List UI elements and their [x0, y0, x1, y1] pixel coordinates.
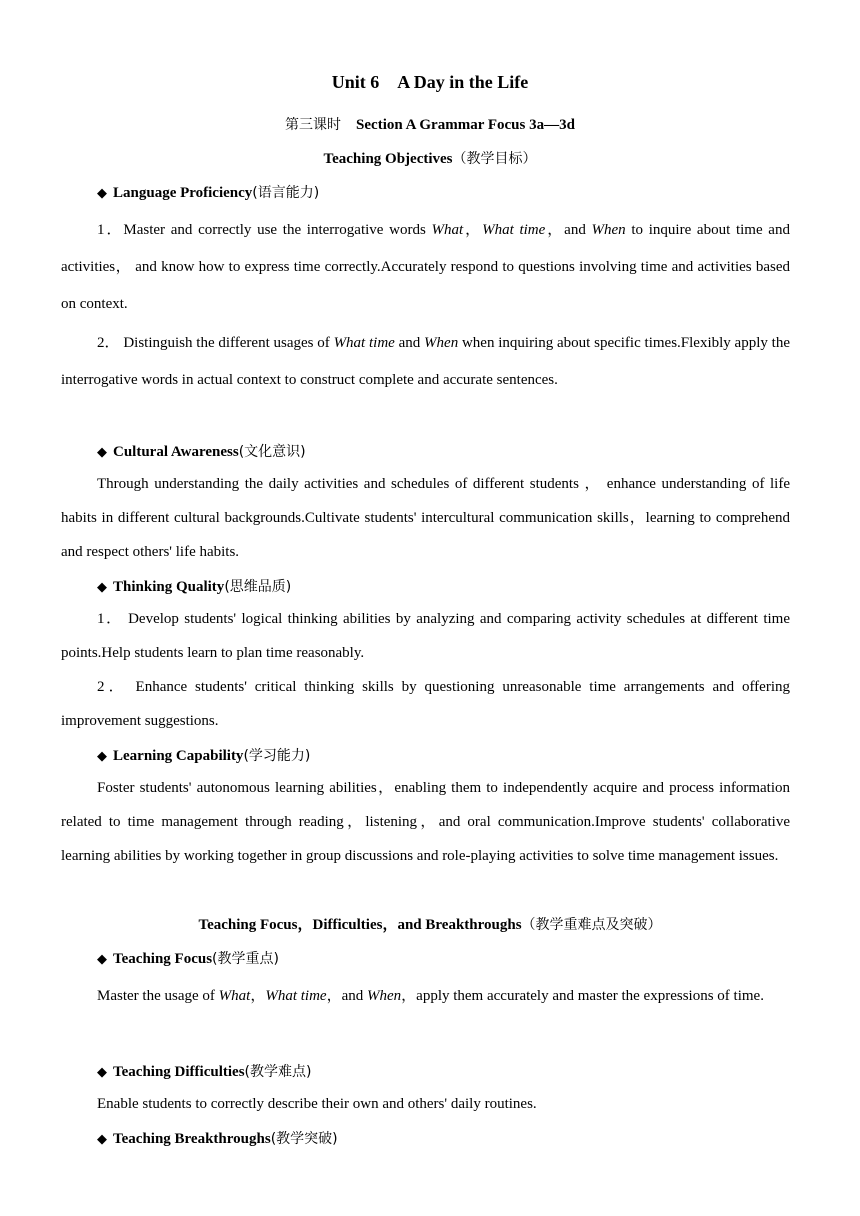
- heading-text-cn: (教学难点): [244, 1064, 312, 1080]
- focus-section-heading: [0, 913, 860, 934]
- thinking-paragraph-1: 1． Develop students' logical thinking abilities by analyzing and comparing activity schedules at different time points.Help students learn to plan time reasonably.: [61, 611, 790, 661]
- heading-text-cn: (教学重点): [212, 951, 279, 967]
- keyword: What time: [482, 222, 546, 238]
- focus-heading-en: Teaching Focus，Difficulties，and Breakthroughs: [198, 917, 522, 933]
- text-run: ，and: [326, 988, 367, 1004]
- text-run: to inquire about time and activities， and know how to express time correctly.Accurately respond to questions involving time and activities based on context.: [61, 222, 790, 312]
- heading-text-cn: (思维品质): [224, 579, 292, 595]
- objectives-heading-cn: （教学目标）: [452, 151, 537, 167]
- focus-paragraph: [61, 978, 790, 1015]
- diamond-bullet-icon: ◆: [97, 580, 107, 595]
- keyword: What: [218, 988, 251, 1004]
- lesson-number: 第三课时: [285, 117, 342, 133]
- language-paragraph-2: [61, 325, 790, 399]
- lesson-subtitle: [0, 114, 860, 134]
- unit-name: A Day in the Life: [397, 72, 529, 92]
- unit-number: Unit 6: [331, 72, 380, 92]
- heading-text: Learning Capability: [113, 748, 244, 764]
- diamond-bullet-icon: ◆: [97, 952, 107, 967]
- diamond-bullet-icon: ◆: [97, 749, 107, 764]
- diamond-bullet-icon: ◆: [97, 1065, 107, 1080]
- difficulties-paragraph: Enable students to correctly describe their own and others' daily routines.: [97, 1096, 537, 1112]
- heading-text-cn: (语言能力): [252, 185, 320, 201]
- page-title: [0, 72, 860, 93]
- text-run: when inquiring about specific times.Flexibly apply the interrogative words in actual context to construct complete and accurate sentences.: [61, 335, 790, 388]
- text-run: ，and: [545, 222, 592, 238]
- diamond-bullet-icon: ◆: [97, 186, 107, 201]
- text-run: ，: [463, 222, 483, 238]
- heading-text-cn: (文化意识): [238, 444, 306, 460]
- keyword: When: [424, 335, 459, 351]
- thinking-paragraph-2: 2． Enhance students' critical thinking skills by questioning unreasonable time arrangements and offering improvement suggestions.: [61, 679, 790, 729]
- heading-text-cn: (学习能力): [243, 748, 311, 764]
- keyword: When: [591, 222, 626, 238]
- text-run: 2． Distinguish the different usages of: [97, 335, 334, 351]
- text-run: Master the usage of: [97, 988, 219, 1004]
- section-heading-cultural: [97, 441, 306, 461]
- section-heading-focus: [97, 948, 279, 968]
- text-run: ，apply them accurately and master the expressions of time.: [401, 988, 764, 1004]
- section-heading-difficulties: [97, 1061, 311, 1081]
- keyword: What time: [333, 335, 395, 351]
- lesson-section: Section A Grammar Focus 3a—3d: [356, 117, 575, 133]
- objectives-heading: [0, 148, 860, 168]
- section-heading-breakthroughs: [97, 1128, 338, 1148]
- section-heading-thinking: [97, 576, 291, 596]
- text-run: and: [394, 335, 425, 351]
- keyword: What time: [265, 988, 327, 1004]
- heading-text: Teaching Breakthroughs: [113, 1131, 271, 1147]
- section-heading-learning: [97, 745, 310, 765]
- heading-text: Teaching Difficulties: [113, 1064, 245, 1080]
- heading-text: Language Proficiency: [113, 185, 253, 201]
- heading-text-cn: (教学突破): [270, 1131, 338, 1147]
- cultural-paragraph: Through understanding the daily activities and schedules of different students ， enhance understanding of life habits in different cultural backgrounds.Cultivate students' intercultural communication skills，learning to comprehend and respect others' life habits.: [61, 476, 790, 560]
- section-heading-language: [97, 182, 319, 202]
- keyword: When: [367, 988, 402, 1004]
- heading-text: Teaching Focus: [113, 951, 213, 967]
- text-run: 1．Master and correctly use the interrogative words: [97, 222, 432, 238]
- learning-paragraph: Foster students' autonomous learning abilities，enabling them to independently acquire and process information related to time management through reading，listening，and oral communication.Improve students' collaborative learning abilities by working together in group discussions and role‐playing activities to solve time management issues.: [61, 780, 790, 864]
- diamond-bullet-icon: ◆: [97, 1132, 107, 1147]
- focus-heading-cn: （教学重难点及突破）: [521, 917, 662, 933]
- keyword: What: [431, 222, 464, 238]
- heading-text: Thinking Quality: [113, 579, 225, 595]
- language-paragraph-1: [61, 212, 790, 323]
- diamond-bullet-icon: ◆: [97, 445, 107, 460]
- text-run: ，: [250, 988, 266, 1004]
- heading-text: Cultural Awareness: [113, 444, 239, 460]
- objectives-heading-en: Teaching Objectives: [323, 151, 453, 167]
